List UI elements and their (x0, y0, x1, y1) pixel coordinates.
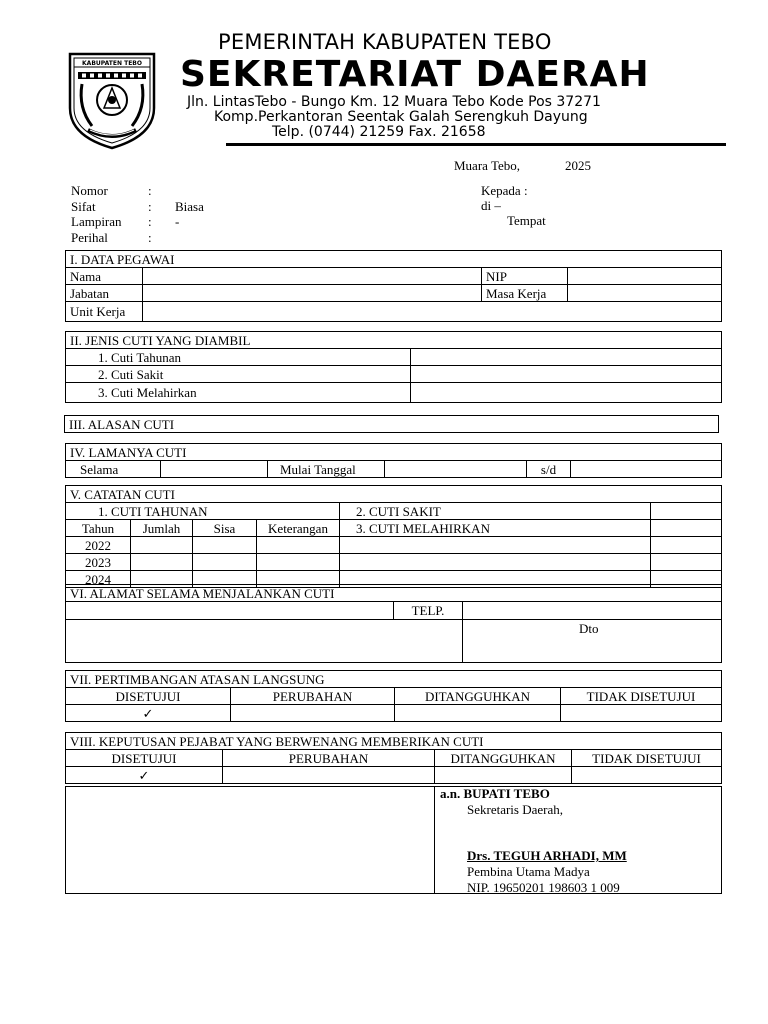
sifat-value: Biasa (175, 199, 204, 214)
keterangan-cell[interactable] (257, 537, 340, 554)
col-ditangguhkan: DITANGGUHKAN (395, 688, 561, 705)
address-line-2: Komp.Perkantoran Seentak Galah Serengkuh Dayung (214, 109, 588, 125)
keterangan-cell[interactable] (257, 554, 340, 571)
signature-block (440, 786, 627, 896)
kabupaten-tebo-emblem (62, 48, 162, 152)
section-catatan-cuti (65, 485, 722, 588)
government-name: PEMERINTAH KABUPATEN TEBO (218, 30, 552, 54)
label-nip: NIP (482, 268, 568, 285)
cuti-sakit-label: 2. Cuti Sakit (66, 366, 411, 383)
cuti-sakit-header: 2. CUTI SAKIT (340, 503, 651, 520)
perubahan-checkbox[interactable] (231, 705, 395, 722)
jabatan-field[interactable] (143, 285, 482, 302)
cuti-melahirkan-label: 3. Cuti Melahirkan (66, 383, 411, 403)
section-title: V. CATATAN CUTI (66, 486, 722, 503)
col-perubahan: PERUBAHAN (223, 750, 435, 767)
section-title: VI. ALAMAT SELAMA MENJALANKAN CUTI (66, 585, 722, 602)
label-telp: TELP. (394, 602, 463, 620)
year-cell: 2023 (66, 554, 131, 571)
cuti-melahirkan-field[interactable] (411, 383, 722, 403)
label-lampiran: Lampiran (71, 214, 122, 229)
signer-nip: NIP. 19650201 198603 1 009 (467, 880, 620, 895)
blank-cell[interactable] (651, 554, 722, 571)
section-lamanya-cuti (65, 443, 722, 478)
col-perubahan: PERUBAHAN (231, 688, 395, 705)
label-sd: s/d (527, 461, 571, 478)
table-row (66, 554, 722, 571)
label-mulai-tanggal: Mulai Tanggal (268, 461, 385, 478)
section-keputusan-pejabat (65, 732, 722, 784)
signer-name: Drs. TEGUH ARHADI, MM (467, 848, 627, 863)
section-alamat-cuti (65, 584, 722, 663)
table-row (66, 537, 722, 554)
cuti-tahunan-header: 1. CUTI TAHUNAN (66, 503, 340, 520)
label-selama: Selama (66, 461, 161, 478)
sampai-tanggal-field[interactable] (571, 461, 722, 478)
disetujui-checkbox[interactable]: ✓ (66, 705, 231, 722)
cuti-tahunan-field[interactable] (411, 349, 722, 366)
blank-cell[interactable] (340, 554, 651, 571)
lampiran-value: - (175, 214, 180, 229)
label-unit-kerja: Unit Kerja (66, 302, 143, 322)
label-masa-kerja: Masa Kerja (482, 285, 568, 302)
cuti-tahunan-label: 1. Cuti Tahunan (66, 349, 411, 366)
section-alasan-cuti (64, 415, 719, 433)
label-nama: Nama (66, 268, 143, 285)
col-tahun: Tahun (66, 520, 131, 537)
year: 2025 (565, 158, 591, 173)
blank-area (66, 787, 435, 894)
section-data-pegawai (65, 250, 722, 322)
label-sifat: Sifat (71, 199, 96, 214)
blank-cell[interactable] (651, 537, 722, 554)
col-keterangan: Keterangan (257, 520, 340, 537)
logo-lettering: KABUPATEN TEBO (82, 60, 142, 67)
col-jumlah: Jumlah (131, 520, 193, 537)
an-bupati: a.n. BUPATI TEBO (440, 786, 550, 801)
label-perihal: Perihal (71, 230, 108, 245)
sisa-cell[interactable] (193, 554, 257, 571)
colon: : (148, 214, 152, 229)
nip-field[interactable] (568, 268, 722, 285)
telp-field[interactable] (463, 602, 722, 620)
colon: : (148, 230, 152, 245)
tidak-disetujui-checkbox[interactable] (561, 705, 722, 722)
address-line-1: Jln. LintasTebo - Bungo Km. 12 Muara Tebo Kode Pos 37271 (187, 94, 601, 110)
place: Muara Tebo, (454, 158, 520, 173)
mulai-tanggal-field[interactable] (385, 461, 527, 478)
perubahan-checkbox[interactable] (223, 767, 435, 784)
blank-cell[interactable] (340, 537, 651, 554)
masa-kerja-field[interactable] (568, 285, 722, 302)
col-disetujui: DISETUJUI (66, 750, 223, 767)
cuti-sakit-field[interactable] (651, 503, 722, 520)
disetujui-checkbox[interactable]: ✓ (66, 767, 223, 784)
section-title: III. ALASAN CUTI (65, 416, 719, 433)
ditangguhkan-checkbox[interactable] (395, 705, 561, 722)
phone-line: Telp. (0744) 21259 Fax. 21658 (272, 124, 486, 140)
cuti-melahirkan-header: 3. CUTI MELAHIRKAN (340, 520, 651, 537)
alamat-field[interactable] (66, 602, 394, 620)
alamat-detail-field[interactable] (66, 620, 463, 663)
tempat: Tempat (507, 213, 546, 228)
unit-kerja-field[interactable] (143, 302, 722, 322)
office-name: SEKRETARIAT DAERAH (180, 54, 650, 95)
section-title: VIII. KEPUTUSAN PEJABAT YANG BERWENANG MEMBERIKAN CUTI (66, 733, 722, 750)
col-ditangguhkan: DITANGGUHKAN (435, 750, 572, 767)
col-tidak-disetujui: TIDAK DISETUJUI (572, 750, 722, 767)
year-cell: 2022 (66, 537, 131, 554)
year-cell: 2024 (66, 571, 131, 588)
section-title: I. DATA PEGAWAI (66, 251, 722, 268)
tidak-disetujui-checkbox[interactable] (572, 767, 722, 784)
col-disetujui: DISETUJUI (66, 688, 231, 705)
section-title: II. JENIS CUTI YANG DIAMBIL (66, 332, 722, 349)
ditangguhkan-checkbox[interactable] (435, 767, 572, 784)
section-pertimbangan-atasan (65, 670, 722, 722)
colon: : (148, 199, 152, 214)
kepada: Kepada : (481, 183, 528, 198)
nama-field[interactable] (143, 268, 482, 285)
label-jabatan: Jabatan (66, 285, 143, 302)
signer-rank: Pembina Utama Madya (467, 864, 590, 879)
jumlah-cell[interactable] (131, 554, 193, 571)
sisa-cell[interactable] (193, 537, 257, 554)
label-nomor: Nomor (71, 183, 108, 198)
signer-position: Sekretaris Daerah, (467, 802, 564, 817)
cuti-sakit-field[interactable] (411, 366, 722, 383)
colon: : (148, 183, 152, 198)
jumlah-cell[interactable] (131, 537, 193, 554)
di: di – (481, 198, 501, 213)
letterhead-rule (226, 143, 726, 146)
col-sisa: Sisa (193, 520, 257, 537)
dto-label: Dto (463, 620, 722, 663)
selama-field[interactable] (161, 461, 268, 478)
col-tidak-disetujui: TIDAK DISETUJUI (561, 688, 722, 705)
section-jenis-cuti (65, 331, 722, 403)
section-title: IV. LAMANYA CUTI (66, 444, 722, 461)
section-title: VII. PERTIMBANGAN ATASAN LANGSUNG (66, 671, 722, 688)
cuti-melahirkan-field[interactable] (651, 520, 722, 537)
